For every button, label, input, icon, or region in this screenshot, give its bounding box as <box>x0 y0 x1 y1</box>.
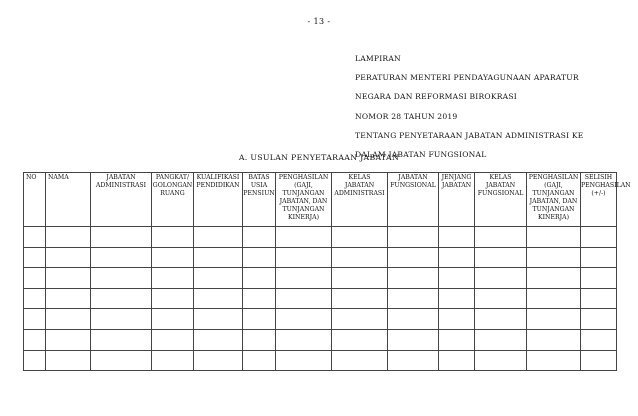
table-cell <box>475 288 527 309</box>
table-cell <box>24 309 46 330</box>
column-header-line: JENJANG <box>441 174 472 181</box>
table-cell <box>276 350 332 371</box>
table-cell <box>332 329 388 350</box>
column-header <box>152 173 194 227</box>
page-number: - 13 - <box>307 17 331 26</box>
table-cell <box>152 227 194 248</box>
appendix-line: NOMOR 28 TAHUN 2019 <box>355 111 458 121</box>
table-cell <box>46 350 91 371</box>
column-header <box>527 173 581 227</box>
column-header-line: PANGKAT/ <box>155 174 190 181</box>
table-cell <box>46 247 91 268</box>
table-cell <box>332 227 388 248</box>
table-cell <box>243 350 276 371</box>
table-body <box>24 227 617 371</box>
table-cell <box>91 247 152 268</box>
column-header-line: KINERJA) <box>537 213 570 221</box>
column-header-line: SELISIH <box>584 174 613 181</box>
column-header-line: KELAS <box>489 174 512 181</box>
table-cell <box>24 268 46 289</box>
table-cell <box>527 309 581 330</box>
table-cell <box>527 350 581 371</box>
table-cell <box>194 309 243 330</box>
table-cell <box>581 309 617 330</box>
column-header-line: (GAJI, <box>294 181 313 189</box>
table-cell <box>439 329 475 350</box>
column-header-line: JABATAN <box>344 181 375 189</box>
table-cell <box>439 350 475 371</box>
table-cell <box>194 288 243 309</box>
table-cell <box>388 309 439 330</box>
table-cell <box>152 309 194 330</box>
table-cell <box>332 247 388 268</box>
table-cell <box>439 309 475 330</box>
table-cell <box>475 350 527 371</box>
column-header-line: PENDIDIKAN <box>196 181 240 189</box>
column-header-line: FUNGSIONAL <box>477 189 524 197</box>
column-header-line: KUALIFIKASI <box>196 174 240 181</box>
column-header <box>194 173 243 227</box>
column-header <box>475 173 527 227</box>
table-cell <box>243 227 276 248</box>
table-cell <box>24 350 46 371</box>
table-row <box>24 247 617 268</box>
table-cell <box>91 227 152 248</box>
table-cell <box>388 247 439 268</box>
column-header <box>581 173 631 227</box>
table-cell <box>527 227 581 248</box>
column-header-line: KELAS <box>348 174 371 181</box>
table-cell <box>332 288 388 309</box>
table-cell <box>332 350 388 371</box>
column-header-line: TUNJANGAN <box>282 205 325 213</box>
appendix-line: PERATURAN MENTERI PENDAYAGUNAAN APARATUR <box>355 73 579 83</box>
table-cell <box>439 247 475 268</box>
table-cell <box>243 268 276 289</box>
column-header-line: PENGHASILAN <box>581 181 631 189</box>
column-header-line: ADMINISTRASI <box>334 189 385 197</box>
appendix-line: NEGARA DAN REFORMASI BIROKRASI <box>355 92 517 102</box>
table-cell <box>276 309 332 330</box>
appendix-line: TENTANG PENYETARAAN JABATAN ADMINISTRASI KE <box>355 130 584 140</box>
column-header-line: GOLONGAN <box>152 181 193 189</box>
table-cell <box>276 288 332 309</box>
table-cell <box>439 227 475 248</box>
table-row <box>24 288 617 309</box>
table-cell <box>24 227 46 248</box>
table-cell <box>581 350 617 371</box>
table-cell <box>243 247 276 268</box>
table-cell <box>194 247 243 268</box>
appendix-line: DALAM JABATAN FUNGSIONAL <box>355 149 487 159</box>
table-cell <box>276 268 332 289</box>
table-cell <box>243 288 276 309</box>
table-cell <box>243 329 276 350</box>
table-cell <box>24 329 46 350</box>
table-cell <box>91 350 152 371</box>
table-cell <box>46 309 91 330</box>
column-header <box>46 173 91 227</box>
table-cell <box>24 288 46 309</box>
column-header <box>332 173 388 227</box>
column-header-line: KINERJA) <box>287 213 320 221</box>
column-header-line: RUANG <box>160 189 185 197</box>
column-header-line: JABATAN <box>106 174 136 181</box>
table-cell <box>527 288 581 309</box>
column-header-line: JABATAN <box>398 174 428 181</box>
column-header <box>439 173 475 227</box>
column-header-line: BATAS <box>248 174 270 181</box>
table-cell <box>194 329 243 350</box>
column-header-line: USIA <box>250 181 268 189</box>
table-cell <box>332 268 388 289</box>
table-row <box>24 350 617 371</box>
table-cell <box>24 247 46 268</box>
column-header-line: JABATAN <box>485 181 516 189</box>
column-header-line: PENGHASILAN <box>278 174 329 181</box>
table-cell <box>332 309 388 330</box>
column-header-line: ADMINISTRASI <box>95 181 147 189</box>
column-header <box>24 173 46 227</box>
column-header <box>388 173 439 227</box>
column-header-line: (GAJI, <box>544 181 563 189</box>
table-cell <box>194 227 243 248</box>
column-header <box>243 173 276 227</box>
table-cell <box>152 329 194 350</box>
table-cell <box>388 288 439 309</box>
column-header-line: FUNGSIONAL <box>390 181 436 189</box>
table-cell <box>276 227 332 248</box>
table-cell <box>439 268 475 289</box>
column-header-line: TUNJANGAN <box>532 205 575 213</box>
table-cell <box>91 309 152 330</box>
table-cell <box>439 288 475 309</box>
table-cell <box>581 247 617 268</box>
table-cell <box>527 247 581 268</box>
column-header-line: JABATAN, DAN <box>279 197 328 205</box>
column-header <box>91 173 152 227</box>
column-header-line: PENGHASILAN <box>528 174 579 181</box>
equivalence-proposal-table <box>23 172 631 371</box>
table-cell <box>581 227 617 248</box>
table-cell <box>243 309 276 330</box>
column-header-line: NAMA <box>48 174 69 181</box>
table-cell <box>152 288 194 309</box>
table-cell <box>581 268 617 289</box>
table-cell <box>276 329 332 350</box>
table-row <box>24 309 617 330</box>
table-cell <box>46 227 91 248</box>
table-cell <box>388 227 439 248</box>
appendix-header <box>355 54 584 169</box>
table-cell <box>388 268 439 289</box>
table-row <box>24 268 617 289</box>
table-cell <box>152 350 194 371</box>
table-cell <box>194 350 243 371</box>
table-cell <box>581 329 617 350</box>
table-cell <box>46 329 91 350</box>
table-row <box>24 227 617 248</box>
table-cell <box>46 268 91 289</box>
table-cell <box>276 247 332 268</box>
table-cell <box>475 247 527 268</box>
table-cell <box>475 268 527 289</box>
table-cell <box>91 268 152 289</box>
table-header-row <box>24 173 617 227</box>
column-header-line: TUNJANGAN <box>532 189 575 197</box>
column-header-line: JABATAN <box>441 181 472 189</box>
table-cell <box>475 309 527 330</box>
table-cell <box>91 329 152 350</box>
appendix-line: LAMPIRAN <box>355 54 401 63</box>
column-header-line: TUNJANGAN <box>282 189 325 197</box>
table-row <box>24 329 617 350</box>
column-header-line: (+/-) <box>591 189 606 197</box>
column-header <box>276 173 332 227</box>
table-cell <box>194 268 243 289</box>
table-cell <box>388 329 439 350</box>
table-cell <box>46 288 91 309</box>
table-cell <box>581 288 617 309</box>
section-title: A. USULAN PENYETARAAN JABATAN <box>238 153 400 162</box>
table-cell <box>91 288 152 309</box>
table-cell <box>527 329 581 350</box>
table-cell <box>475 227 527 248</box>
table-cell <box>388 350 439 371</box>
table-cell <box>152 247 194 268</box>
table-cell <box>527 268 581 289</box>
column-header-line: PENSIUN <box>243 189 275 197</box>
column-header-line: NO <box>26 174 37 181</box>
table-cell <box>475 329 527 350</box>
table-cell <box>152 268 194 289</box>
column-header-line: JABATAN, DAN <box>529 197 578 205</box>
